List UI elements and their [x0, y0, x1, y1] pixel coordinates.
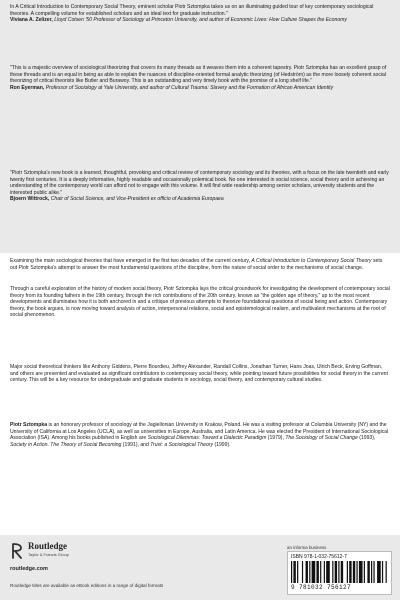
- barcode-bar: [371, 561, 372, 583]
- isbn-text: ISBN 978-1-032-75612-7: [291, 554, 347, 560]
- endorsement-attribution: [10, 85, 390, 92]
- bio-book-title: Sociological Dilemmas: Toward a Dialectic Paradigm: [147, 435, 267, 442]
- endorsement-attribution: [10, 196, 390, 203]
- barcode-bar: [349, 561, 351, 583]
- description-text: Through a careful exploration of the history of modern social theory, Piotr Sztompka lays the critical groundwork for investigating the development of contemporary social theory from its founding fathers in the 19th century, through the rich contributions of the 20th century, known as "the golden age of theory," up to the most recent developments and illuminates how it is both anchored in and a critique of previous attempts to theorize foundational questions of social being and action. Contemporary theory, the book argues, is now moving toward analysis of action, interpersonal relations, social and epistemological realism, and multivalent mechanisms at the root of social phenomenon.: [10, 286, 390, 319]
- ebook-notice: Routledge titles are available as eBook editions in a range of digital formats: [10, 583, 164, 588]
- publisher-group: Taylor & Francis Group: [28, 552, 69, 557]
- publisher-logo: [10, 541, 70, 563]
- barcode-bar: [293, 561, 295, 583]
- endorsement-quote: "This is a majestic overview of sociological theorizing that covers its many threads as it weaves them into a coherent tapestry. Piotr Sztompka has an excellent grasp of these threads and is an equal in being as able to explain the nuances of discipline-oriented formal analytic theorizing (of Hedström) as the more loosely coherent social theorizing of critical theorists like Butler and Burawoy. This is an outstanding and very timely book with the promise of a long shelf life.": [10, 65, 387, 85]
- author-bio: [10, 422, 390, 448]
- barcode-bar: [364, 561, 365, 583]
- barcode-bar: [324, 561, 325, 583]
- imprint-text: an informa business: [287, 545, 327, 550]
- description-paragraph-1: [10, 258, 390, 271]
- description-paragraph-3: [10, 364, 390, 384]
- author-name: Piotr Sztompka: [10, 422, 48, 428]
- barcode-bar: [309, 561, 310, 583]
- endorser-affiliation: Chair of Social Science, and Vice-President ex officio of Academia Europaea: [50, 196, 224, 203]
- endorsement-2: [10, 65, 390, 91]
- barcode-bar: [297, 561, 298, 583]
- endorser-affiliation: Professor of Sociology at Yale University, and author of Cultural Trauma: Slavery and the Formation of African American Identity: [45, 84, 334, 91]
- endorsement-quote: "Piotr Sztompka's new book is a learned, thoughtful, provoking and critical review of contemporary sociology and its theories, with a focus on the late twentieth and early twenty first centuries. It is a deeply informative, highly readable and occasionally polemical book. No one interested in social science, social theory and in achieving an understanding of the contemporary world can afford not to engage with this volume. It will find wide readership among senior scholars, university students and the interested public alike.": [10, 170, 389, 196]
- bio-book-title: Society in Action. The Theory of Social Becoming: [10, 441, 122, 448]
- description-text: Major social theoretical thinkers like Anthony Giddens, Pierre Bourdieu, Jeffrey Alexander, Randall Collins, Jonathan Turner, Hans Joas, Ulrich Beck, Erving Goffman, and others are presented and evaluated as significant contributors to contemporary social theory, while pointing toward future possibilities for social theory in the current century. This will be a key resource for undergraduate and graduate students in sociology, social theory, and contemporary cultural studies.: [10, 364, 388, 384]
- bio-text: is an honorary professor of sociology at the Jagiellonian University in Krakow, Poland. He was a visiting professor at Columbia University (NY) and the University of California at Los Angeles (UCLA), as well as universities in Europe, Australia, and Latin America. He was elected the President of International Sociological Association (ISA). Among his books published in English are: [10, 422, 389, 442]
- barcode-bar: [347, 561, 348, 583]
- barcode-digits: 9 781032 756127: [291, 584, 352, 591]
- barcode-bar: [326, 561, 330, 583]
- barcode-bar: [377, 561, 381, 583]
- barcode-bar: [382, 561, 383, 583]
- endorsements-panel: [0, 0, 400, 253]
- book-title: A Critical Introduction to Contemporary Social Theory: [251, 258, 372, 264]
- bio-text: (1999).: [213, 441, 231, 448]
- publisher-name: Routledge: [28, 541, 67, 551]
- endorser-affiliation: Lloyd Cotsen '50 Professor of Sociology at Princeton University, and author of Economic Lives: How Culture Shapes the Economy: [54, 17, 347, 24]
- barcode-bar: [386, 561, 387, 583]
- endorser-name: Bjoern Wittrock,: [10, 196, 50, 203]
- barcode-bar: [373, 561, 374, 583]
- barcode-bar: [335, 561, 337, 583]
- endorsement-attribution: [10, 17, 390, 24]
- barcode-bars: [291, 561, 388, 583]
- bio-text: (1979),: [266, 435, 286, 442]
- barcode: [287, 551, 392, 595]
- bio-book-title: Trust: a Sociological Theory: [150, 441, 214, 448]
- barcode-bar: [316, 561, 318, 583]
- barcode-bar: [332, 561, 333, 583]
- barcode-bar: [320, 561, 321, 583]
- bio-text: (1993),: [357, 435, 376, 442]
- endorsement-1: [10, 4, 390, 24]
- barcode-bar: [367, 561, 369, 583]
- barcode-bar: [306, 561, 308, 583]
- routledge-logo-icon: [10, 542, 24, 560]
- description-paragraph-2: [10, 286, 390, 319]
- barcode-bar: [359, 561, 363, 583]
- bio-text: (1991), and: [121, 441, 151, 448]
- barcode-bar: [338, 561, 339, 583]
- barcode-bar: [291, 561, 292, 583]
- description-text: sets out Piotr Sztompka's attempt to answer the most fundamental questions of the discipline, from the nature of social order to the mechanisms of social change.: [10, 258, 383, 271]
- barcode-bar: [353, 561, 355, 583]
- endorsement-3: [10, 170, 390, 203]
- endorser-name: Viviana A. Zelizer,: [10, 17, 53, 24]
- barcode-bar: [302, 561, 303, 583]
- bio-book-title: The Sociology of Social Change: [285, 435, 358, 442]
- endorsement-quote: In A Critical Introduction to Contemporary Social Theory, eminent scholar Piotr Sztompka takes us on an illuminating guided tour of key contemporary sociological theories. A compelling volume for established scholars and an ideal text for graduate instruction.": [10, 4, 374, 17]
- barcode-bar: [341, 561, 343, 583]
- publisher-url: routledge.com: [10, 566, 48, 572]
- description-text: Examining the main sociological theories that have emerged in the first two decades of the current century,: [10, 258, 252, 264]
- endorser-name: Ron Eyerman,: [10, 84, 45, 91]
- barcode-bar: [312, 561, 316, 583]
- barcode-bar: [356, 561, 357, 583]
